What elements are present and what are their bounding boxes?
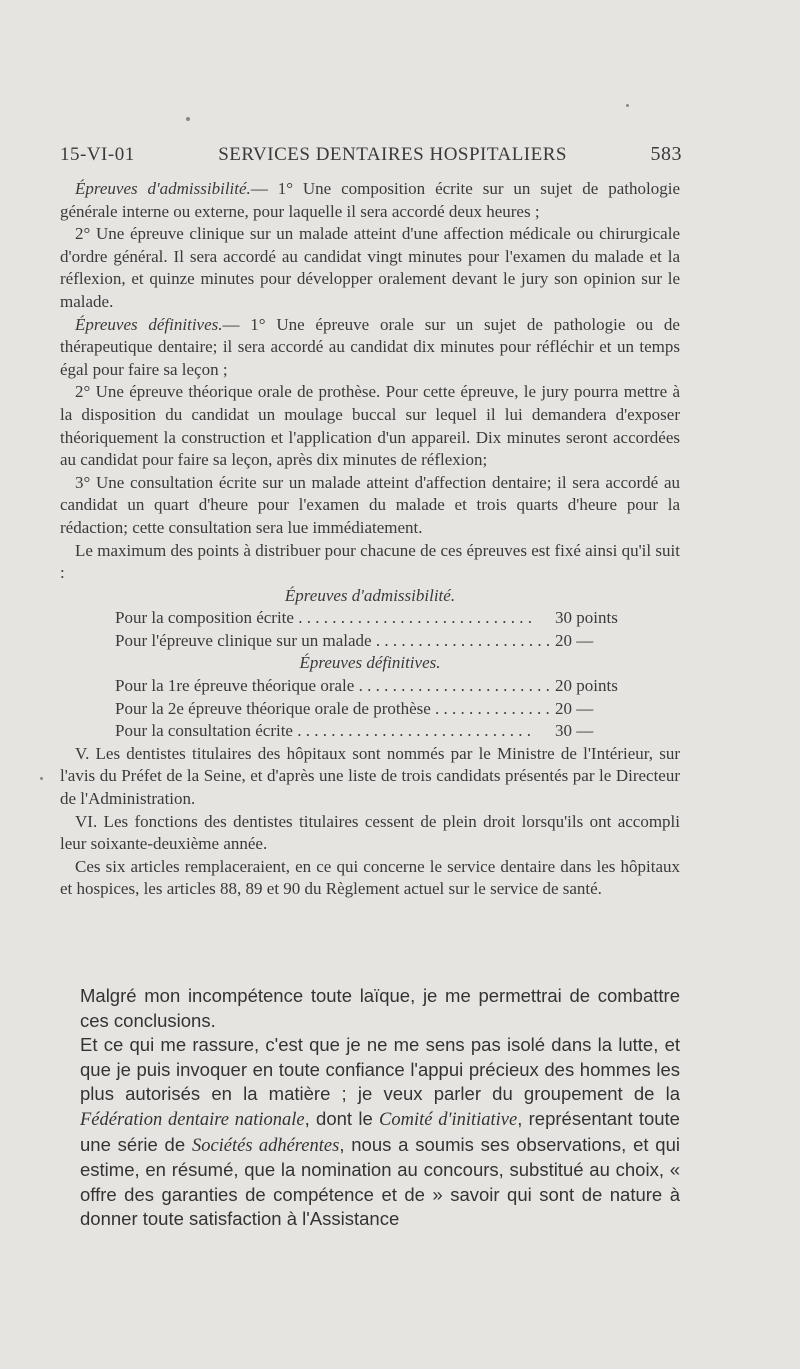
paragraph-article-v: V. Les dentistes titulaires des hôpitaux sont nommés par le Ministre de l'Intérieur, sur l'avis du Préfet de la Seine, et d'après une liste de trois candidats présentés par le Directeur de l'Administration. bbox=[60, 743, 680, 809]
paragraph-admissibilite-1 bbox=[60, 178, 680, 223]
paragraph-commentary-1: Malgré mon incompétence toute laïque, je me permettrai de combattre ces conclusions. bbox=[80, 985, 680, 1031]
section-label: Épreuves d'admissibilité. bbox=[75, 179, 251, 198]
author-commentary bbox=[80, 984, 680, 1232]
paragraph-text: — 1° Une composition écrite sur un sujet de pathologie générale interne ou externe, pour laquelle il sera accordé deux heures ; bbox=[60, 179, 681, 221]
score-row bbox=[115, 630, 635, 653]
paragraph-definitives-1 bbox=[60, 314, 680, 382]
score-value: 20 — bbox=[549, 698, 635, 721]
score-label: Pour l'épreuve clinique sur un malade . . . bbox=[115, 630, 549, 653]
commentary-text: , nous a soumis ses observations, et qui estime, en résumé, que la nomination au concours, substitué au choix, « offre des garanties de compétence et de » savoir qui sont de nature à donner toute satisfaction à l'Assistance bbox=[80, 1133, 680, 1230]
score-value: 30 — bbox=[549, 720, 635, 743]
speck-mark bbox=[626, 104, 629, 107]
score-value: 20 — bbox=[549, 630, 635, 653]
running-header bbox=[60, 143, 682, 166]
committee-name: Comité d'initiative bbox=[379, 1109, 518, 1130]
score-value: 30 points bbox=[549, 607, 635, 630]
paragraph-articles-summary: Ces six articles remplaceraient, en ce qui concerne le service dentaire dans les hôpitaux et hospices, les articles 88, 89 et 90 du Règlement actuel sur le service de santé. bbox=[60, 856, 680, 899]
societies-name: Sociétés adhérentes bbox=[191, 1135, 340, 1156]
paragraph-points: Le maximum des points à distribuer pour chacune de ces épreuves est fixé ainsi qu'il suit : bbox=[60, 540, 680, 583]
score-label: Pour la composition écrite . . . bbox=[115, 607, 549, 630]
score-label: Pour la 1re épreuve théorique orale . . . bbox=[115, 675, 549, 698]
paragraph-text: — 1° Une épreuve orale sur un sujet de pathologie ou de thérapeutique dentaire; il sera accordé au candidat dix minutes pour réfléchir et un temps égal pour faire sa leçon ; bbox=[60, 314, 680, 379]
score-row bbox=[115, 698, 635, 721]
federation-name: Fédération dentaire nationale bbox=[80, 1109, 305, 1130]
speck-mark bbox=[40, 777, 43, 780]
paragraph-article-vi: VI. Les fonctions des dentistes titulaires cessent de plein droit lorsqu'ils ont accompli leur soixante-deuxième année. bbox=[60, 811, 680, 854]
page-number: 583 bbox=[650, 143, 682, 165]
regulation-text bbox=[60, 178, 680, 901]
score-row bbox=[115, 720, 635, 743]
header-title: SERVICES DENTAIRES HOSPITALIERS bbox=[218, 144, 567, 165]
speck-mark bbox=[186, 117, 190, 121]
paragraph-definitives-3: 3° Une consultation écrite sur un malade atteint d'affection dentaire; il sera accordé au candidat un quart d'heure pour l'examen du malade et trois quarts d'heure pour la rédaction; cette consultation sera lue immédiatement. bbox=[60, 472, 680, 537]
commentary-text: , dont le bbox=[304, 1107, 380, 1129]
header-date: 15-VI-01 bbox=[60, 144, 135, 165]
score-row bbox=[115, 607, 635, 630]
commentary-text: Et ce qui me rassure, c'est que je ne me sens pas isolé dans la lutte, et que je puis invoquer en toute confiance l'appui précieux des hommes les plus autorisés en la matière ; je veux parler du groupement de la bbox=[80, 1034, 680, 1105]
commentary-text: , représentant toute une série de bbox=[80, 1107, 680, 1155]
score-row bbox=[115, 675, 635, 698]
paragraph-admissibilite-2: 2° Une épreuve clinique sur un malade atteint d'une affection médicale ou chirurgicale d'ordre général. Il sera accordé au candidat vingt minutes pour l'examen du malade et la réflexion, et quinze minutes pour développer oralement devant le jury son opinion sur le malade. bbox=[60, 224, 680, 311]
scores-subhead-definitives: Épreuves définitives. bbox=[299, 653, 441, 673]
score-label: Pour la consultation écrite . . . bbox=[115, 720, 549, 743]
paragraph-commentary-2 bbox=[80, 1033, 680, 1232]
scores-subhead-admissibilite: Épreuves d'admissibilité. bbox=[284, 585, 456, 605]
score-label: Pour la 2e épreuve théorique orale de prothèse . . . bbox=[115, 698, 549, 721]
score-value: 20 points bbox=[549, 675, 635, 698]
section-label: Épreuves définitives. bbox=[75, 314, 223, 334]
paragraph-definitives-2: 2° Une épreuve théorique orale de prothèse. Pour cette épreuve, le jury pourra mettre à la disposition du candidat un moulage buccal sur lequel il lui demandera d'exposer théoriquement la construction et l'application d'un appareil. Dix minutes seront accordées au candidat pour faire sa leçon, après dix minutes de réflexion; bbox=[60, 382, 680, 470]
